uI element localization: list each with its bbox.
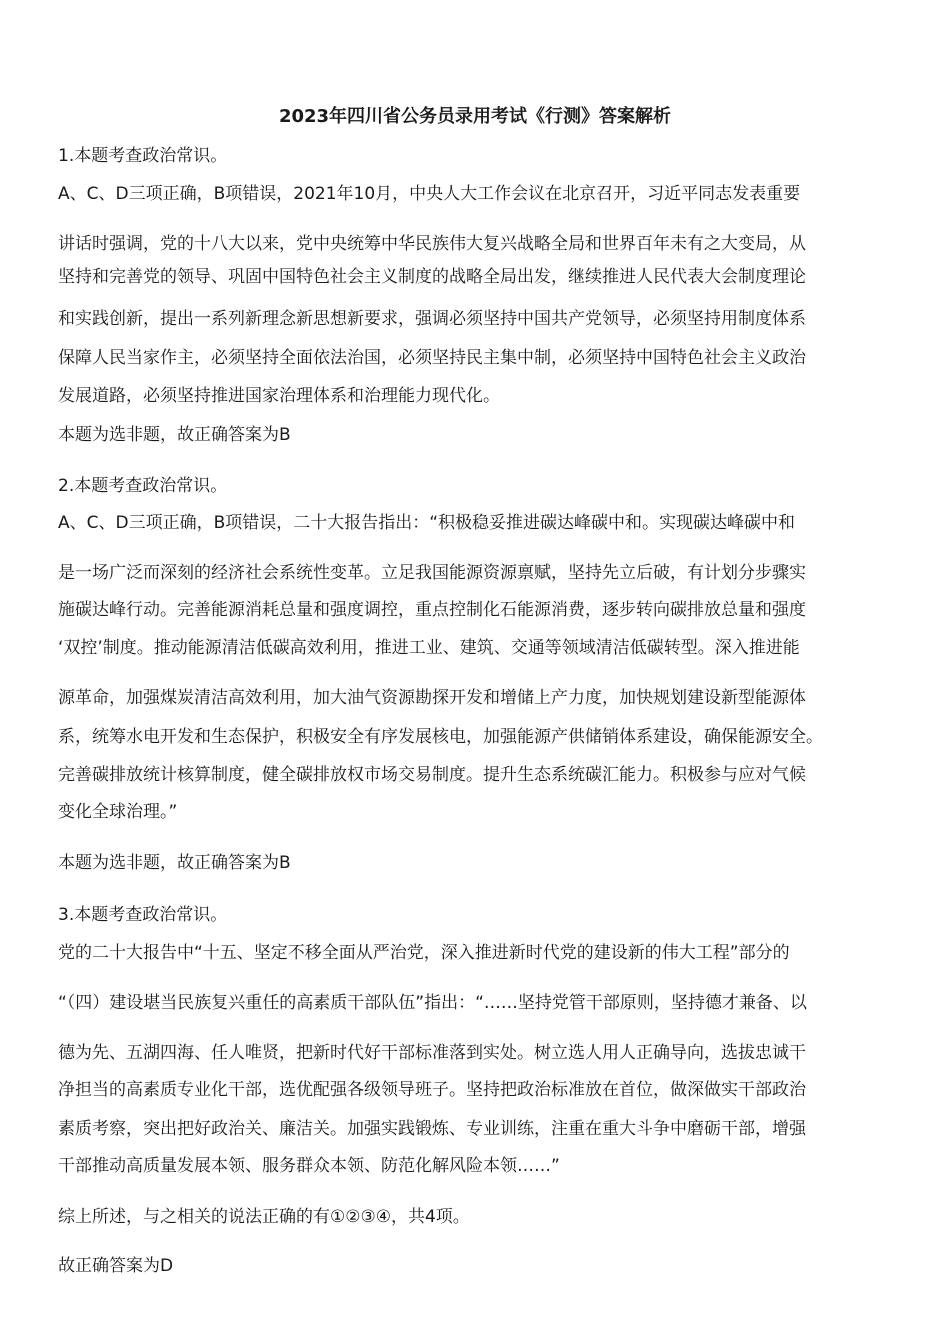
q2-line: 是一场广泛而深刻的经济社会系统性变革。立足我国能源资源禀赋，坚持先立后破，有计划分步骤实 xyxy=(58,563,806,583)
q3-line: 德为先、五湖四海、任人唯贤，把新时代好干部标准落到实处。树立选人用人正确导向，选拔忠诚干 xyxy=(58,1043,806,1063)
q1-answer: 本题为选非题，故正确答案为B xyxy=(58,425,291,445)
q2-line: 完善碳排放统计核算制度，健全碳排放权市场交易制度。提升生态系统碳汇能力。积极参与应对气候 xyxy=(58,765,806,785)
q3-line: 党的二十大报告中“十五、坚定不移全面从严治党，深入推进新时代党的建设新的伟大工程”部分的 xyxy=(58,943,790,963)
q3-heading: 3.本题考查政治常识。 xyxy=(58,905,228,925)
q1-line: 和实践创新，提出一系列新理念新思想新要求，强调必须坚持中国共产党领导，必须坚持用制度体系 xyxy=(58,309,806,329)
q2-line: 变化全球治理。” xyxy=(58,802,178,822)
q1-line: 讲话时强调，党的十八大以来，党中央统筹中华民族伟大复兴战略全局和世界百年未有之大变局，从 xyxy=(58,234,806,254)
document-title: 2023年四川省公务员录用考试《行测》答案解析 xyxy=(278,106,672,127)
q3-line: 净担当的高素质专业化干部，选优配强各级领导班子。坚持把政治标准放在首位，做深做实干部政治 xyxy=(58,1080,806,1100)
q1-line: A、C、D三项正确，B项错误，2021年10月，中央人大工作会议在北京召开，习近平同志发表重要 xyxy=(58,184,801,204)
q3-line: 素质考察，突出把好政治关、廉洁关。加强实践锻炼、专业训练，注重在重大斗争中磨砺干部，增强 xyxy=(58,1119,806,1139)
q3-summary: 综上所述，与之相关的说法正确的有①②③④，共4项。 xyxy=(58,1207,470,1227)
q1-heading: 1.本题考查政治常识。 xyxy=(58,146,228,166)
q3-answer: 故正确答案为D xyxy=(58,1256,174,1276)
q2-line: 系，统筹水电开发和生态保护，积极安全有序发展核电，加强能源产供储销体系建设，确保能源安全。 xyxy=(58,727,823,747)
q2-answer: 本题为选非题，故正确答案为B xyxy=(58,853,291,873)
q2-line: 源革命，加强煤炭清洁高效利用，加大油气资源勘探开发和增储上产力度，加快规划建设新型能源体 xyxy=(58,688,806,708)
q1-line: 坚持和完善党的领导、巩固中国特色社会主义制度的战略全局出发，继续推进人民代表大会制度理论 xyxy=(58,267,806,287)
q2-heading: 2.本题考查政治常识。 xyxy=(58,476,228,496)
q1-line: 保障人民当家作主，必须坚持全面依法治国，必须坚持民主集中制，必须坚持中国特色社会主义政治 xyxy=(58,348,806,368)
q3-line: 干部推动高质量发展本领、服务群众本领、防范化解风险本领……” xyxy=(58,1156,560,1176)
q2-line: A、C、D三项正确，B项错误，二十大报告指出：“积极稳妥推进碳达峰碳中和。实现碳达峰碳中和 xyxy=(58,513,796,533)
q3-line: “（四）建设堪当民族复兴重任的高素质干部队伍”指出：“……坚持党管干部原则，坚持德才兼备、以 xyxy=(58,993,807,1013)
q1-line: 发展道路，必须坚持推进国家治理体系和治理能力现代化。 xyxy=(58,386,500,406)
q2-line: ‘双控’制度。推动能源清洁低碳高效利用，推进工业、建筑、交通等领域清洁低碳转型。深入推进能 xyxy=(58,638,800,658)
q2-line: 施碳达峰行动。完善能源消耗总量和强度调控，重点控制化石能源消费，逐步转向碳排放总量和强度 xyxy=(58,600,806,620)
